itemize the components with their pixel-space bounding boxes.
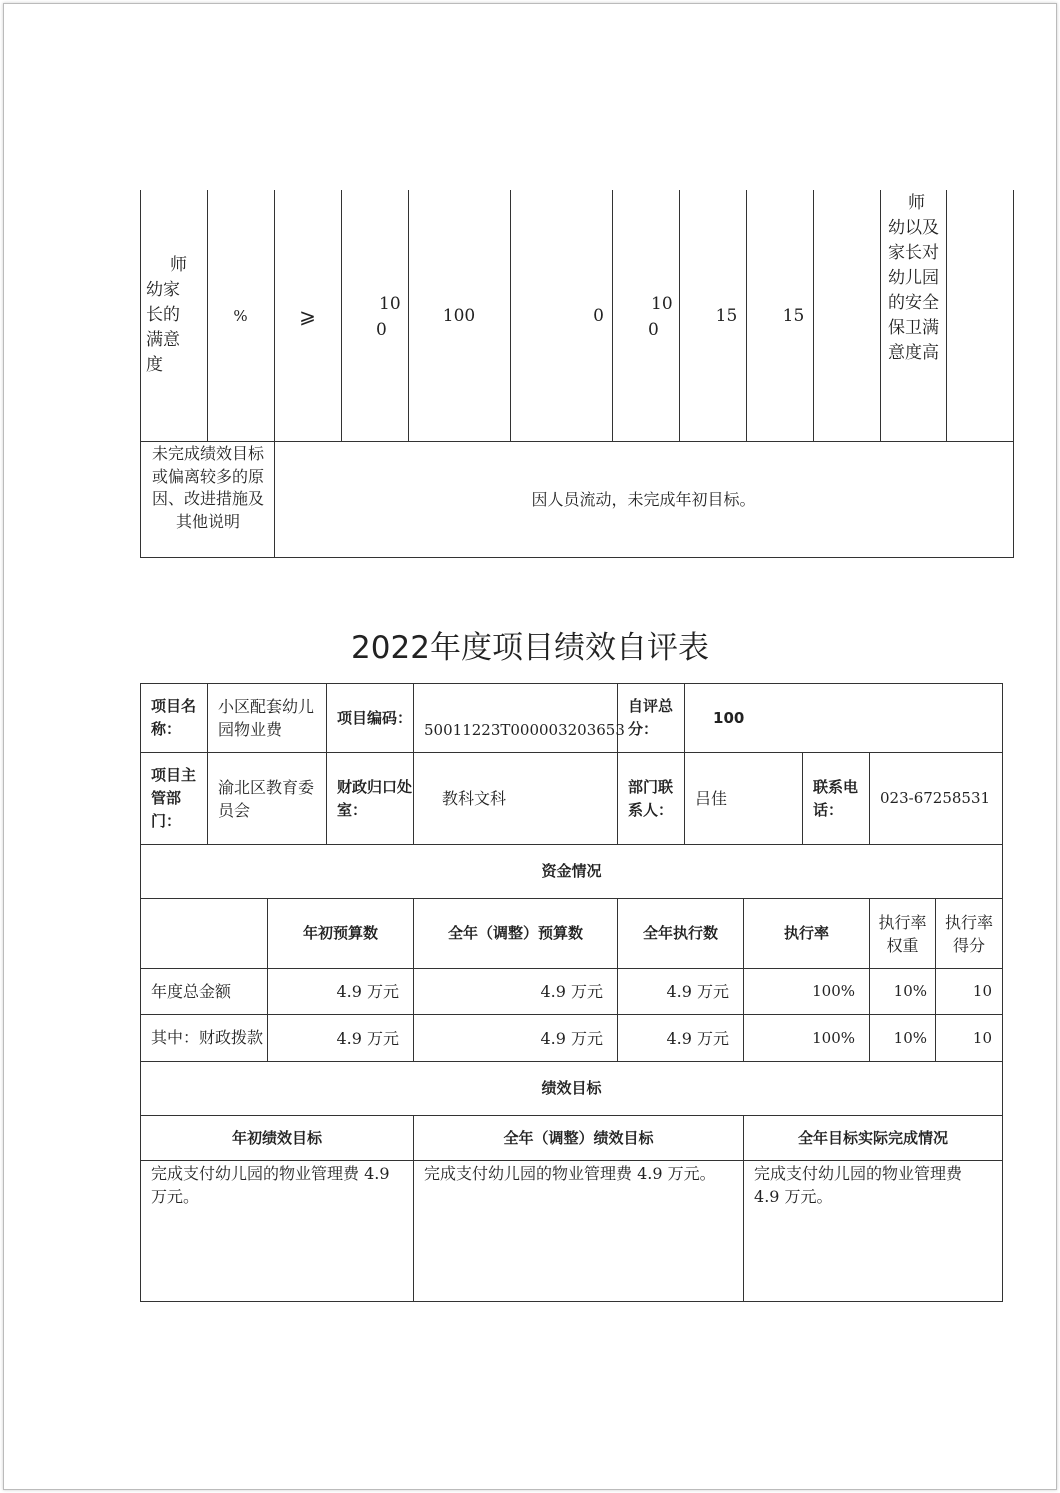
total-score-value: 100 [685,684,1003,753]
funds-header-initial: 年初预算数 [268,899,414,969]
weight-value: 15 [715,305,738,326]
phone-label: 联系电话： [803,753,870,845]
goals-header-adjusted: 全年（调整）绩效目标 [414,1116,744,1161]
project-code-value: 50011223T000003203653 [414,684,618,753]
goals-header-initial: 年初绩效目标 [141,1116,414,1161]
funds-row-score: 10 [972,982,993,1000]
goals-initial-value: 完成支付幼儿园的物业管理费 4.9 万元。 [141,1161,414,1302]
funds-row-weight: 10% [870,1015,936,1061]
funds-row-initial: 4.9 万元 [268,1015,414,1062]
funds-header-rate: 执行率 [744,899,870,969]
target-value: 100 [376,294,401,340]
dept-label: 项目主管部门： [141,753,208,845]
unfinished-label: 未完成绩效目标或偏离较多的原因、改进措施及其他说明 [151,444,264,531]
contact-label: 部门联系人： [618,753,685,845]
goals-actual-value: 完成支付幼儿园的物业管理费 4.9 万元。 [744,1161,1003,1302]
funds-header-adjusted: 全年（调整）预算数 [414,899,618,969]
funds-row-executed: 4.9 万元 [618,969,744,1015]
operator-cell: ⩾ [299,303,316,328]
funds-row-weight-score [870,1015,1003,1062]
funds-row-adjusted: 4.9 万元 [414,969,618,1015]
funds-row-adjusted: 4.9 万元 [414,1015,618,1062]
funds-row-initial: 4.9 万元 [268,969,414,1015]
funds-header-executed: 全年执行数 [618,899,744,969]
page-title: 2022年度项目绩效自评表 [351,630,709,666]
note-cell [813,190,880,442]
indicator-name: 师幼家长的满意度 [146,255,187,375]
project-name-label: 项目名称： [141,684,208,753]
explanation-cell: 师幼以及家长对幼儿园的安全保卫满意度高 [888,193,939,363]
dept-value: 渝北区教育委员会 [208,753,327,845]
project-table [140,683,1003,1302]
deviation-value: 0 [593,305,604,326]
project-code-label: 项目编码： [327,684,414,753]
finance-value: 教科文科 [414,753,618,845]
funds-row-rate: 100% [744,969,870,1015]
actual-value: 100 [442,305,476,326]
funds-row-executed: 4.9 万元 [618,1015,744,1062]
funds-row-label: 年度总金额 [141,969,268,1015]
score-value: 15 [782,305,805,326]
goals-adjusted-value: 完成支付幼儿园的物业管理费 4.9 万元。 [414,1161,744,1302]
rate-value: 100 [648,294,673,340]
funds-header-weight: 执行率权重 [870,899,936,968]
funds-row-rate: 100% [744,1015,870,1062]
funds-row-score: 10 [972,1028,993,1047]
unfinished-text: 因人员流动，未完成年初目标。 [531,490,756,509]
funds-row-label: 其中：财政拨款 [141,1015,268,1062]
funds-header-weight-score [870,899,1003,969]
funds-header-blank [141,899,268,969]
goals-header-actual: 全年目标实际完成情况 [744,1116,1003,1161]
funds-row-weight: 10% [870,969,936,1014]
project-name-value: 小区配套幼儿园物业费 [208,684,327,753]
contact-value: 吕佳 [685,753,803,845]
phone-value: 023-67258531 [870,753,1003,845]
goals-section-title: 绩效目标 [141,1062,1003,1116]
finance-label: 财政归口处室： [327,753,414,845]
funds-section-title: 资金情况 [141,845,1003,899]
unit-cell: % [233,306,248,325]
funds-header-score: 执行率得分 [945,912,994,955]
total-score-label: 自评总分： [618,684,685,753]
funds-row-weight-score [870,969,1003,1015]
